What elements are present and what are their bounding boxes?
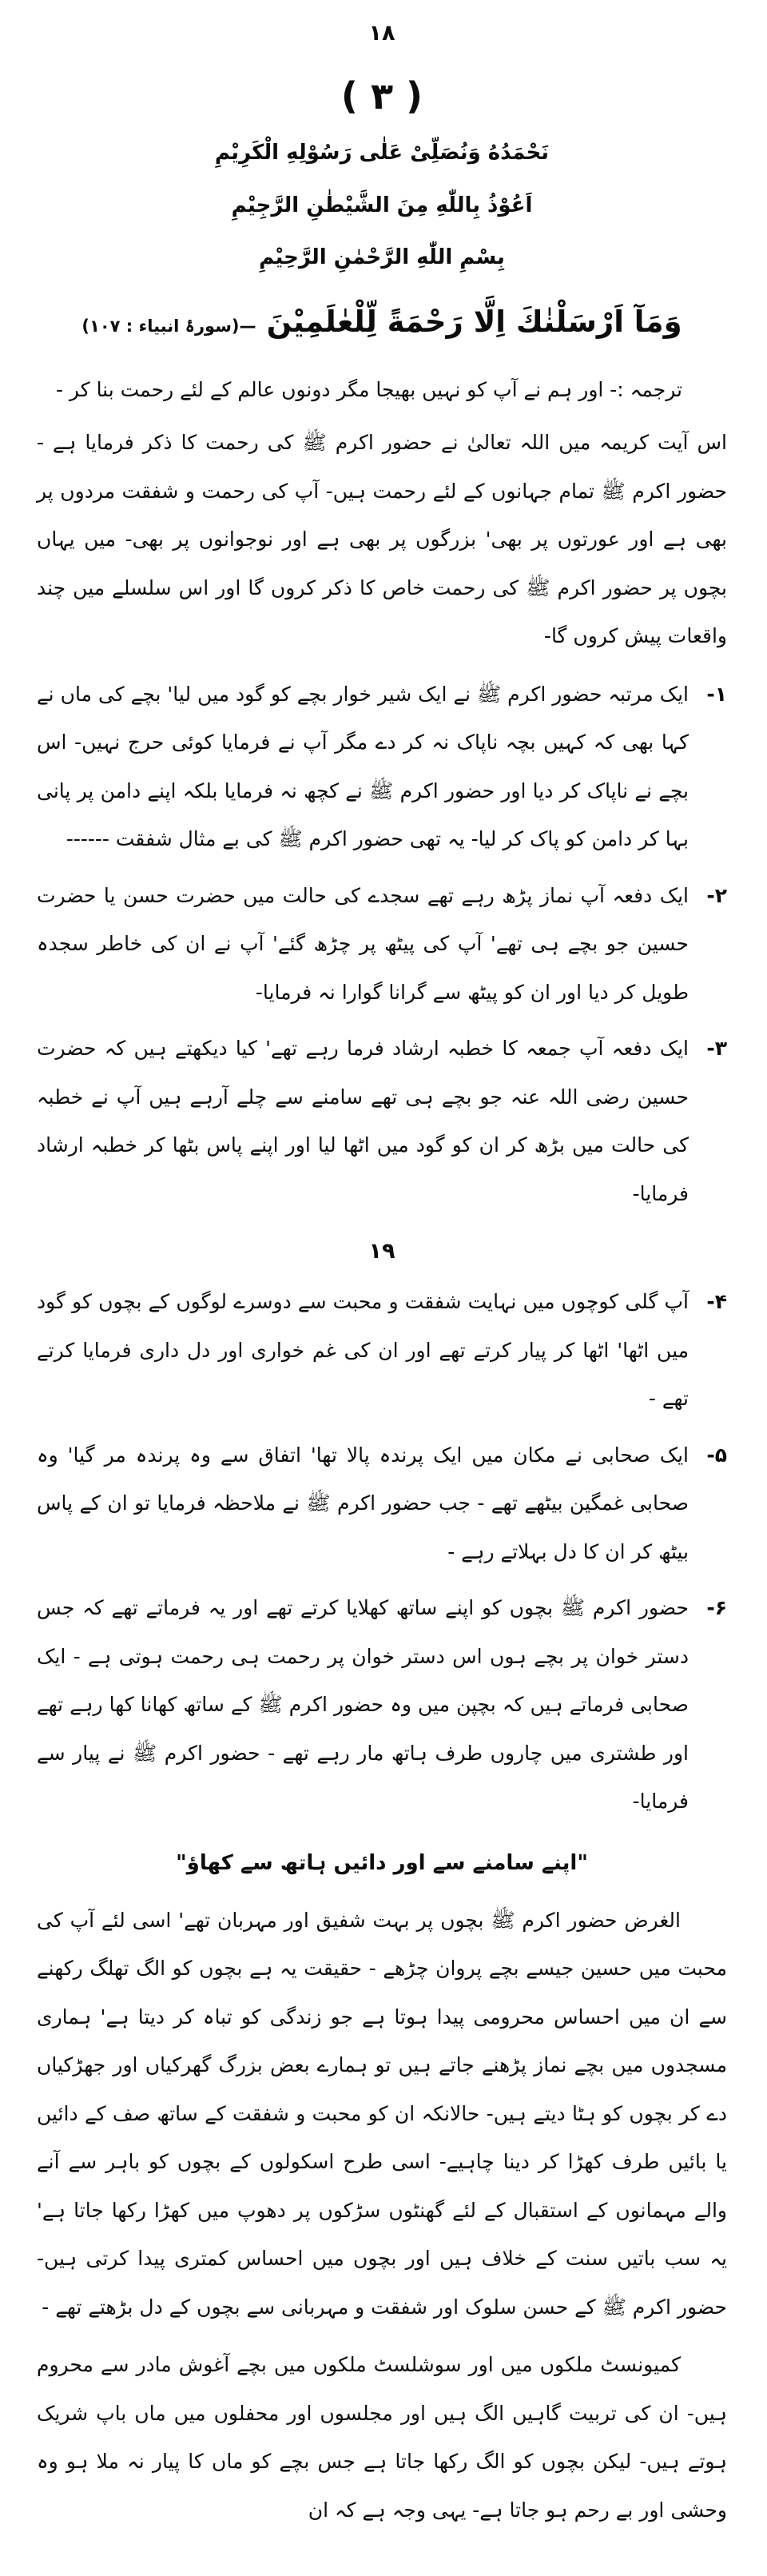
intro-paragraph: اس آیت کریمہ میں اللہ تعالیٰ نے حضور اکرم ﷺ کی رحمت کا ذکر فرمایا ہے - حضور اکرم ﷺ تمام جہانوں کے لئے رحمت ہیں- آپ کی رحمت و شفقت مردوں پر بھی ہے اور عورتوں پر بھی' بزرگوں پر بھی ہے اور نوجوانوں پر بھی- میں یہاں بچوں پر حضور اکرم ﷺ کی رحمت خاص کا ذکر کروں گا اور اس سلسلے میں چند واقعات پیش کروں گا- xyxy=(37,431,727,648)
verse-arabic-text: وَمَآ اَرْسَلْنٰكَ اِلَّا رَحْمَةً لِّلْعٰلَمِيْنَ xyxy=(266,304,682,339)
item-number: ۱- xyxy=(706,682,727,706)
taawwuz-line: اَعُوْذُ بِاللّٰهِ مِنَ الشَّيْطٰنِ الرَّجِيْمِ xyxy=(231,193,533,217)
quran-verse xyxy=(37,297,727,348)
item-number: ۵- xyxy=(706,1443,727,1467)
hamd-line: نَحْمَدُهُ وَنُصَلِّىْ عَلٰى رَسُوْلِهِ الْكَرِيْمِ xyxy=(214,141,550,165)
hadith-item-2 xyxy=(37,872,727,1017)
verse-reference: —(سورۂ انبیاء : ۱۰۷) xyxy=(81,316,256,336)
item-text: ایک صحابی نے مکان میں ایک پرندہ پالا تھا' اتفاق سے وہ پرندہ مر گیا' وہ صحابی غمگین بیٹھے تھے - جب حضور اکرم ﷺ نے ملاحظہ فرمایا تو ان کے پاس بیٹھ کر ان کا دل بہلاتے رہے - xyxy=(37,1443,689,1563)
hadith-item-6 xyxy=(37,1584,727,1826)
bismillah-line: بِسْمِ اللّٰهِ الرَّحْمٰنِ الرَّحِيْمِ xyxy=(259,245,505,270)
verse-translation: ترجمہ :- اور ہم نے آپ کو نہیں بھیجا مگر دونوں عالم کے لئے رحمت بنا کر - xyxy=(55,377,682,401)
item-number: ۳- xyxy=(706,1037,727,1061)
item-number: ۲- xyxy=(706,883,727,907)
item-number: ۶- xyxy=(706,1596,727,1620)
hadith-item-5 xyxy=(37,1431,727,1577)
closing-paragraph-1: الغرض حضور اکرم ﷺ بچوں پر بہت شفیق اور مہربان تھے' اسی لئے آپ کی محبت میں حسین جیسے بچے پروان چڑھے - حقیقت یہ ہے بچوں کو الگ تھلگ رکھنے سے ان میں احساس محرومی پیدا ہوتا ہے جو زندگی کو تباہ کر دیتا ہے' ہماری مسجدوں میں بچے نماز پڑھنے جاتے ہیں تو ہمارے بعض بزرگ گھرکیاں اور جھڑکیاں دے کر بچوں کو ہٹا دیتے ہیں- حالانکہ ان کو محبت و شفقت کے ساتھ صف کے دائیں یا بائیں طرف کھڑا کر دینا چاہیے- اسی طرح اسکولوں کے بچوں کو باہر سے آنے والے مہمانوں کے استقبال کے لئے گھنٹوں سڑکوں پر دھوپ میں کھڑا رکھا جاتا ہے' یہ سب باتیں سنت کے خلاف ہیں اور بچوں میں احساس کمتری پیدا کرتی ہیں- حضور اکرم ﷺ کے حسن سلوک اور شفقت و مہربانی سے بچوں کے دل بڑھتے تھے - xyxy=(37,1908,727,2319)
item-text: حضور اکرم ﷺ بچوں کو اپنے ساتھ کھلایا کرتے تھے اور یہ فرماتے تھے کہ جس دستر خوان پر بچے ہوں اس دستر خوان پر رحمت ہی رحمت ہوتی ہے - ایک صحابی فرماتے ہیں کہ بچپن میں وہ حضور اکرم ﷺ کے ساتھ کھانا کھا رہے تھے اور طشتری میں چاروں طرف ہاتھ مار رہے تھے - حضور اکرم ﷺ نے پیار سے فرمایا- xyxy=(37,1596,689,1814)
hadith-quote: "اپنے سامنے سے اور دائیں ہاتھ سے کھاؤ" xyxy=(176,1850,588,1875)
hadith-item-1 xyxy=(37,671,727,864)
item-text: ایک دفعہ آپ نماز پڑھ رہے تھے سجدے کی حالت میں حضرت حسن یا حضرت حسین جو بچے ہی تھے' آپ کی پیٹھ پر چڑھ گئے' آپ نے ان کی خاطر سجدہ طویل کر دیا اور ان کو پیٹھ سے گرانا گوارا نہ فرمایا- xyxy=(37,883,689,1004)
section-number: ( ۳ ) xyxy=(340,74,423,117)
hadith-item-4 xyxy=(37,1278,727,1423)
item-text: ایک مرتبہ حضور اکرم ﷺ نے ایک شیر خوار بچے کو گود میں لیا' بچے کی ماں نے کہا بھی کہ کہیں بچہ ناپاک نہ کر دے مگر آپ نے فرمایا کوئی حرج نہیں- اس بچے نے ناپاک کر دیا اور حضور اکرم ﷺ نے کچھ نہ فرمایا بلکہ اپنے دامن پر پانی بہا کر دامن کو پاک کر لیا- یہ تھی حضور اکرم ﷺ کی بے مثال شفقت ------ xyxy=(37,682,689,851)
item-text: ایک دفعہ آپ جمعہ کا خطبہ ارشاد فرما رہے تھے' کیا دیکھتے ہیں کہ حضرت حسین رضی اللہ عنہ جو بچے ہی تھے سامنے سے چلے آرہے ہیں آپ نے خطبہ کی حالت میں بڑھ کر ان کو گود میں اٹھا لیا اور اپنے پاس بٹھا کر خطبہ ارشاد فرمایا- xyxy=(37,1037,689,1205)
page-number-top: ۱۸ xyxy=(368,21,395,46)
hadith-item-3 xyxy=(37,1025,727,1218)
page-number-middle: ۱۹ xyxy=(368,1239,395,1264)
item-text: آپ گلی کوچوں میں نہایت شفقت و محبت سے دوسرے لوگوں کے بچوں کو گود میں اٹھا' اٹھا کر پیار کرتے تھے اور ان کی غم خواری اور دل داری فرمایا کرتے تھے - xyxy=(37,1290,689,1411)
closing-paragraph-2: کمیونسٹ ملکوں میں اور سوشلسٹ ملکوں میں بچے آغوش مادر سے محروم ہیں- ان کی تربیت گاہیں الگ ہیں اور مجلسوں اور محفلوں میں ماں باپ شریک ہوتے ہیں- لیکن بچوں کو الگ رکھا جاتا ہے جس بچے کو ماں کا پیار نہ ملا ہو وہ وحشی اور بے رحم ہو جاتا ہے- یہی وجہ ہے کہ ان xyxy=(37,2353,727,2522)
item-number: ۴- xyxy=(706,1290,727,1314)
